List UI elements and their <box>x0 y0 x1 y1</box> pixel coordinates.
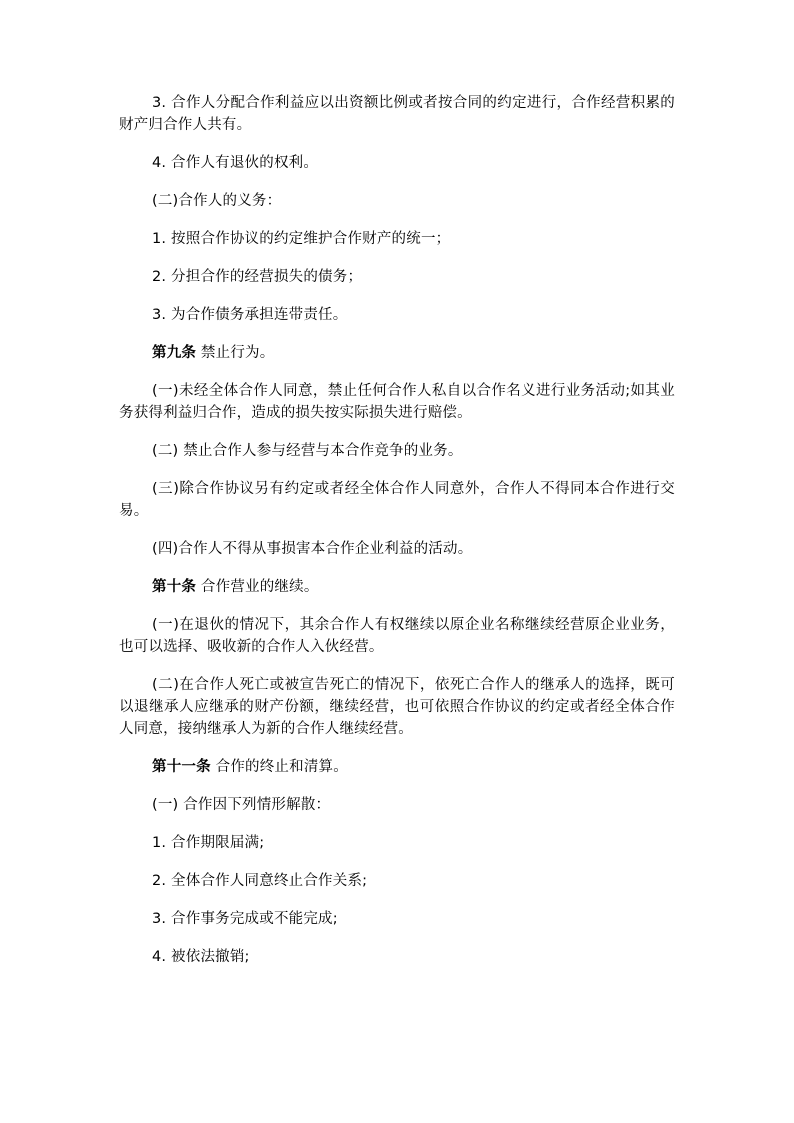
paragraph-text: 2. 全体合作人同意终止合作关系; <box>152 873 368 889</box>
paragraph-text: (一)在退伙的情况下，其余合作人有权继续以原企业名称继续经营原企业业务，也可以选择、吸收新的合作人入伙经营。 <box>119 617 675 655</box>
paragraph-text: 1. 按照合作协议的约定维护合作财产的统一； <box>152 231 451 247</box>
paragraph <box>119 266 675 288</box>
paragraph-text: 2. 分担合作的经营损失的债务； <box>152 269 363 285</box>
paragraph-text: (一) 合作因下列情形解散： <box>152 797 331 813</box>
paragraph-text: 3. 合作事务完成或不能完成; <box>152 911 338 927</box>
paragraph <box>119 946 675 968</box>
section-heading <box>119 794 675 816</box>
article-heading <box>119 576 675 598</box>
paragraph <box>119 832 675 854</box>
paragraph-text: (二)在合作人死亡或被宣告死亡的情况下，依死亡合作人的继承人的选择，既可以退继承人应继承的财产份额，继续经营，也可依照合作协议的约定或者经全体合作人同意，接纳继承人为新的合作人继续经营。 <box>119 677 675 737</box>
paragraph <box>119 908 675 930</box>
paragraph <box>119 380 675 424</box>
paragraph-text: 4. 被依法撤销; <box>152 949 250 965</box>
article-number: 第九条 <box>152 345 197 361</box>
paragraph-text: (二) 禁止合作人参与经营与本合作竞争的业务。 <box>152 443 463 459</box>
paragraph-text: 3. 合作人分配合作利益应以出资额比例或者按合同的约定进行，合作经营积累的财产归合作人共有。 <box>119 95 675 133</box>
article-heading <box>119 756 675 778</box>
paragraph <box>119 538 675 560</box>
article-number: 第十一条 <box>152 759 211 775</box>
paragraph <box>119 614 675 658</box>
paragraph <box>119 674 675 740</box>
paragraph-text: 1. 合作期限届满; <box>152 835 265 851</box>
paragraph-text: (一)未经全体合作人同意，禁止任何合作人私自以合作名义进行业务活动;如其业务获得利益归合作，造成的损失按实际损失进行赔偿。 <box>119 383 675 421</box>
paragraph-text: (三)除合作协议另有约定或者经全体合作人同意外，合作人不得同本合作进行交易。 <box>119 481 675 519</box>
document-body <box>119 92 675 984</box>
section-heading <box>119 190 675 212</box>
paragraph-text: (二)合作人的义务： <box>152 193 282 209</box>
paragraph-text: 3. 为合作债务承担连带责任。 <box>152 307 348 323</box>
paragraph-text: (四)合作人不得从事损害本合作企业利益的活动。 <box>152 541 473 557</box>
paragraph <box>119 152 675 174</box>
article-title: 合作的终止和清算。 <box>210 759 348 775</box>
article-number: 第十条 <box>152 579 197 595</box>
article-heading <box>119 342 675 364</box>
paragraph <box>119 478 675 522</box>
article-title: 禁止行为。 <box>196 345 275 361</box>
paragraph <box>119 304 675 326</box>
paragraph <box>119 870 675 892</box>
paragraph <box>119 440 675 462</box>
paragraph-text: 4. 合作人有退伙的权利。 <box>152 155 319 171</box>
paragraph <box>119 228 675 250</box>
paragraph <box>119 92 675 136</box>
article-title: 合作营业的继续。 <box>196 579 319 595</box>
